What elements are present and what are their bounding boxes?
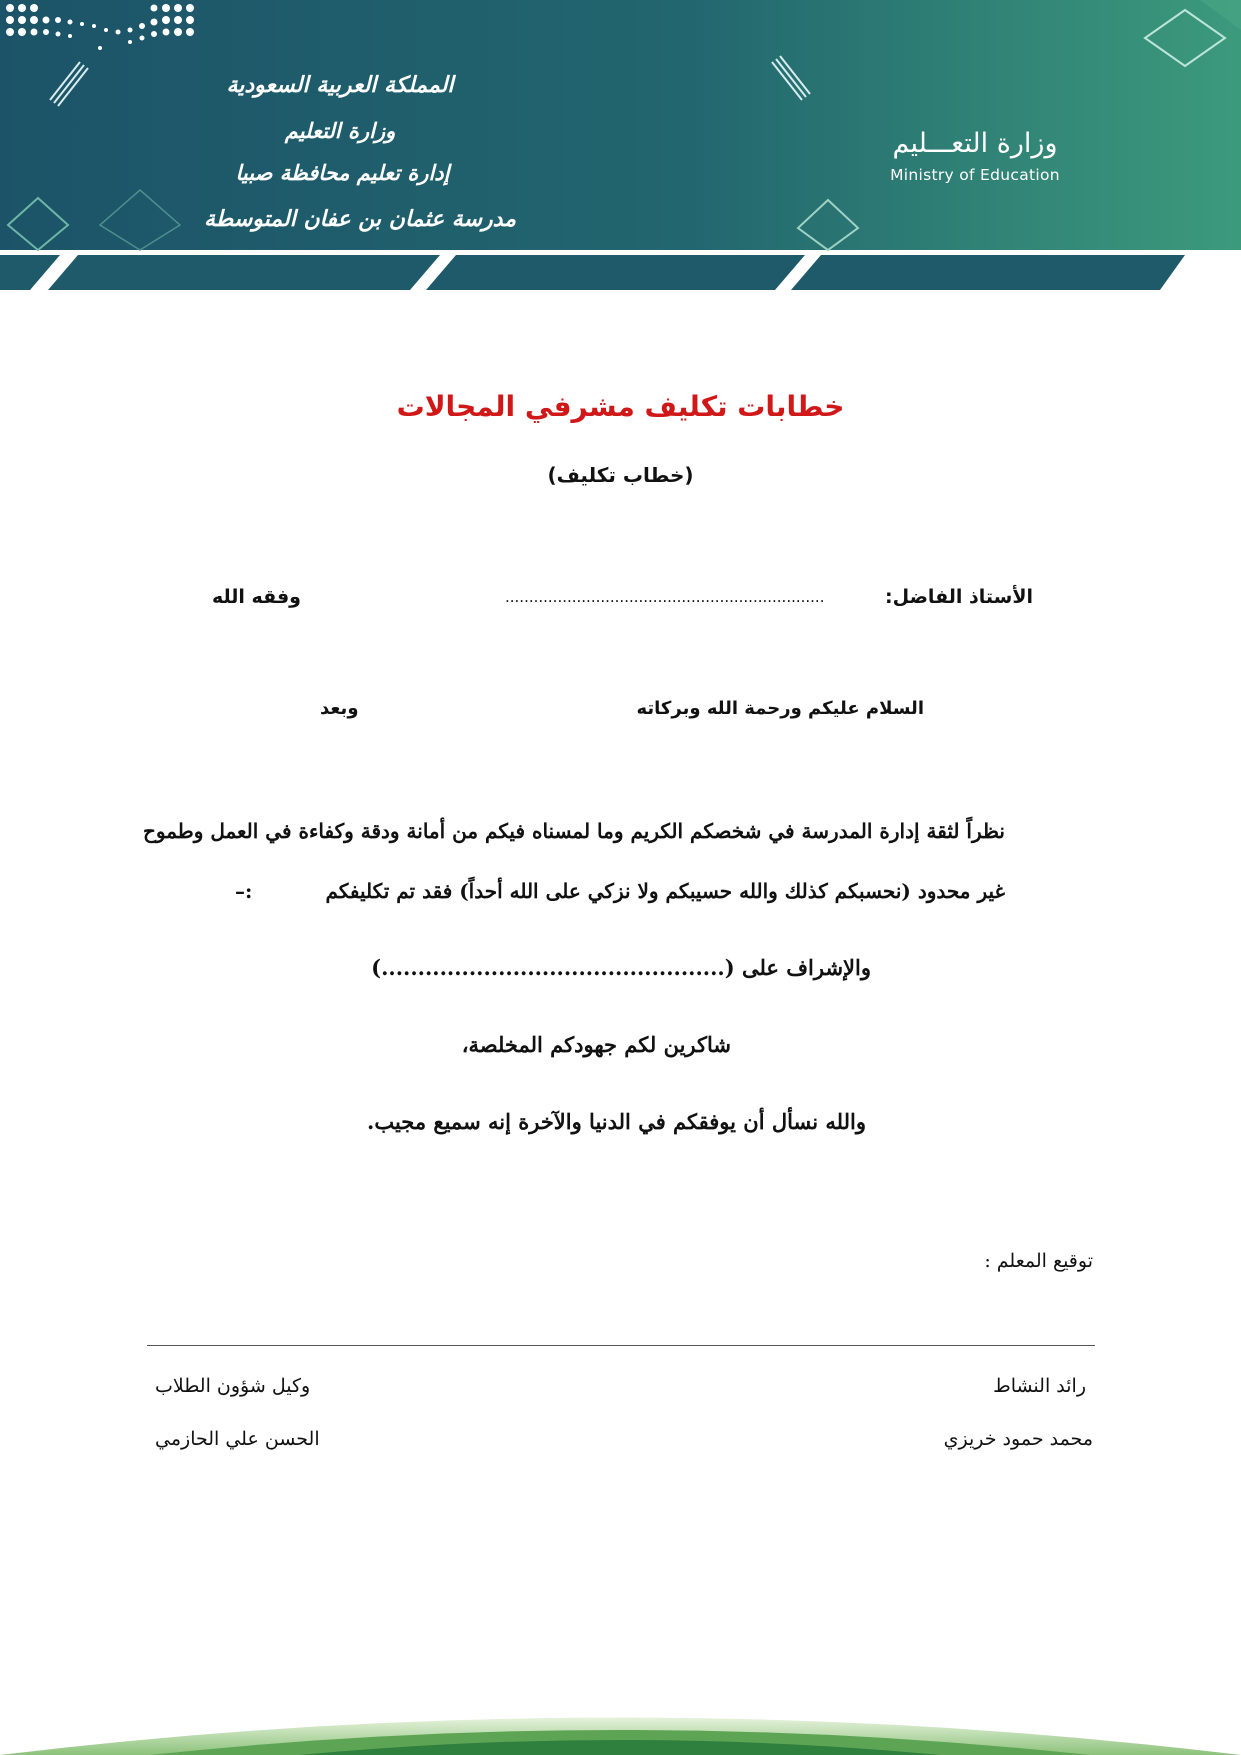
document-title: خطابات تكليف مشرفي المجالات <box>396 390 845 423</box>
header-kingdom: المملكة العربية السعودية <box>226 72 454 98</box>
header-department: إدارة تعليم محافظة صبيا <box>235 160 450 185</box>
paragraph-line-2: غير محدود (نحسبكم كذلك والله حسيبكم ولا نزكي على الله أحداً) فقد تم تكليفكم <box>325 879 1005 903</box>
prayer-line: والله نسأل أن يوفقكم في الدنيا والآخرة إنه سميع مجيب. <box>367 1109 866 1134</box>
activity-leader-title: رائد النشاط <box>993 1375 1086 1397</box>
ministry-logo-icon <box>0 0 200 56</box>
student-affairs-title: وكيل شؤون الطلاب <box>155 1375 311 1397</box>
addressee-closing: وفقه الله <box>212 586 301 608</box>
student-affairs-name: الحسن علي الحازمي <box>155 1428 320 1450</box>
teacher-signature-label: توقيع المعلم : <box>984 1250 1093 1272</box>
document-subtitle: (خطاب تكليف) <box>547 463 694 487</box>
header-school: مدرسة عثمان بن عفان المتوسطة <box>204 206 516 232</box>
header-ministry: وزارة التعليم <box>284 118 396 143</box>
activity-leader-name: محمد حمود خريزي <box>943 1428 1093 1450</box>
assignment-line: والإشراف على (...............................................) <box>371 955 871 980</box>
logo-arabic-text: وزارة التعـــليم <box>892 128 1058 159</box>
divider-line <box>147 1345 1095 1346</box>
footer-decoration <box>0 1690 1241 1755</box>
addressee-blank: ................................................................... <box>505 588 825 606</box>
greeting: السلام عليكم ورحمة الله وبركاته <box>636 698 924 719</box>
greeting-after: وبعد <box>320 698 359 719</box>
header-banner <box>0 0 1241 290</box>
paragraph-line-2-tail: –: <box>235 879 253 903</box>
paragraph-line-1: نظراً لثقة إدارة المدرسة في شخصكم الكريم وما لمسناه فيكم من أمانة ودقة وكفاءة في العمل وطموح <box>142 819 1005 843</box>
addressee-label: الأستاذ الفاضل: <box>885 586 1033 608</box>
thanks-line: شاكرين لكم جهودكم المخلصة، <box>461 1032 731 1057</box>
logo-english-text: Ministry of Education <box>890 166 1060 184</box>
